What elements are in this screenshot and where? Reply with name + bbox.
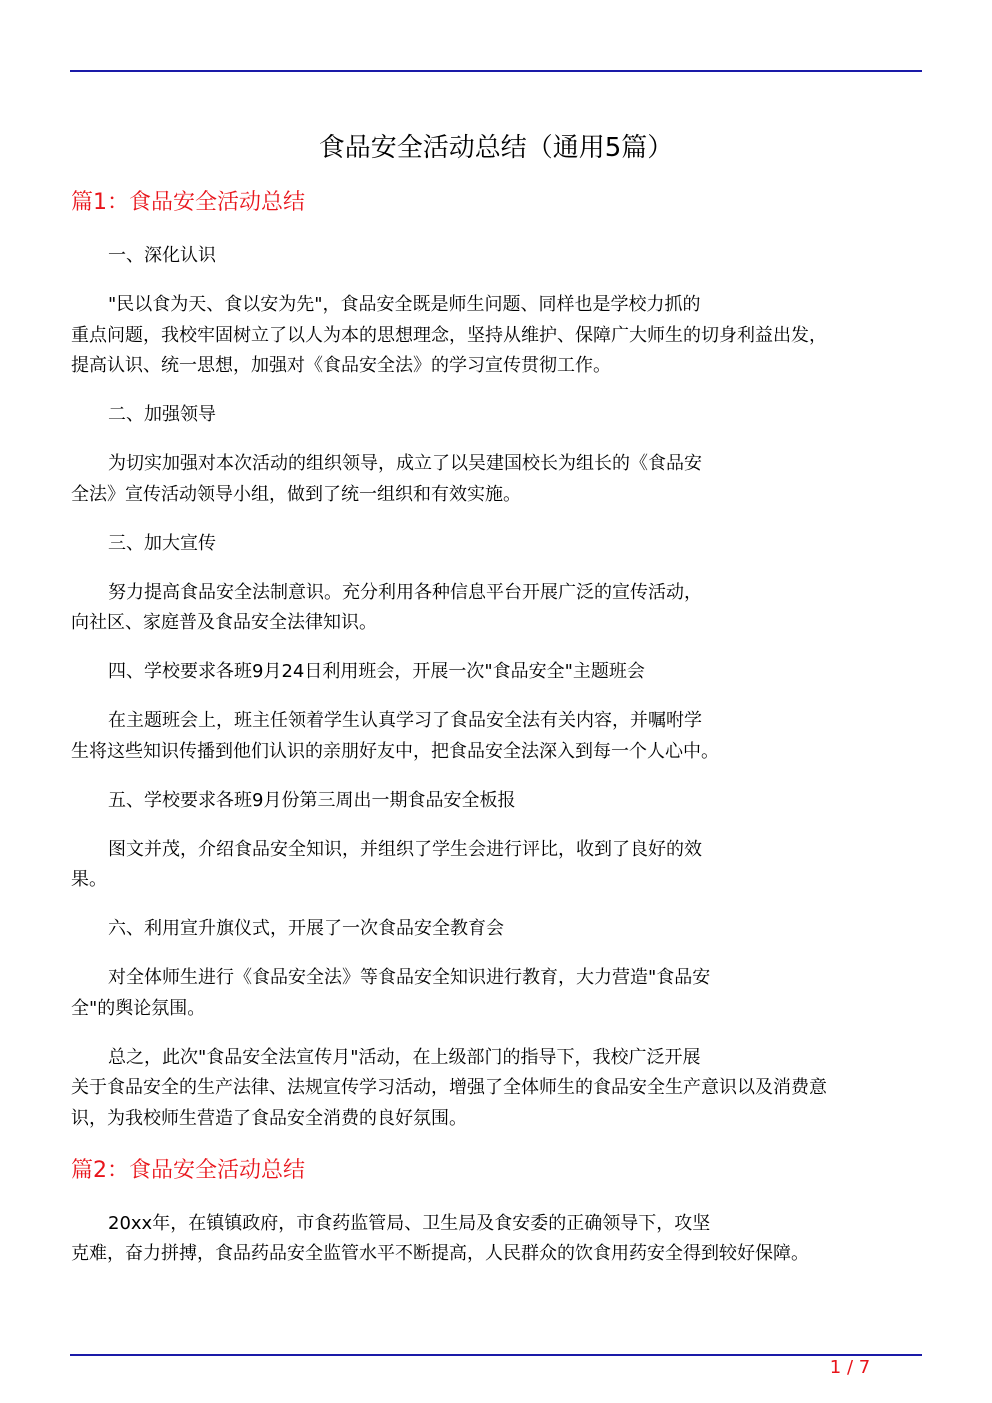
subheading: 一、深化认识 bbox=[108, 245, 216, 266]
text-line: 重点问题，我校牢固树立了以人为本的思想理念，坚持从维护、保障广大师生的切身利益出发， bbox=[71, 324, 827, 346]
text-line: "民以食为天、食以安为先"，食品安全既是师生问题、同样也是学校力抓的 bbox=[108, 294, 701, 315]
text-line: 20xx年，在镇镇政府，市食药监管局、卫生局及食安委的正确领导下，攻坚 bbox=[108, 1212, 711, 1234]
text-line: 图文并茂，介绍食品安全知识，并组织了学生会进行评比，收到了良好的效 bbox=[108, 838, 702, 860]
paragraph bbox=[71, 706, 921, 767]
text-line: 为切实加强对本次活动的组织领导，成立了以吴建国校长为组长的《食品安 bbox=[108, 453, 702, 474]
text-line: 识，为我校师生营造了食品安全消费的良好氛围。 bbox=[71, 1107, 467, 1129]
header-rule bbox=[70, 70, 922, 72]
text-line: 在主题班会上，班主任领着学生认真学习了食品安全法有关内容，并嘱咐学 bbox=[108, 710, 702, 731]
subheading: 二、加强领导 bbox=[108, 404, 216, 425]
paragraph bbox=[71, 835, 921, 896]
text-line: 对全体师生进行《食品安全法》等食品安全知识进行教育，大力营造"食品安 bbox=[108, 967, 711, 988]
text-line: 克难，奋力拼搏，食品药品安全监管水平不断提高，人民群众的饮食用药安全得到较好保障。 bbox=[71, 1243, 809, 1264]
paragraph bbox=[71, 449, 921, 510]
paragraph bbox=[71, 290, 921, 382]
text-line: 果。 bbox=[71, 869, 107, 890]
section-heading: 篇2：食品安全活动总结 bbox=[71, 1157, 305, 1183]
document-body bbox=[71, 185, 921, 1288]
paragraph bbox=[71, 1043, 921, 1135]
subheading: 五、学校要求各班9月份第三周出一期食品安全板报 bbox=[108, 789, 516, 811]
document-title: 食品安全活动总结（通用5篇） bbox=[318, 133, 674, 163]
section-heading: 篇1：食品安全活动总结 bbox=[71, 190, 305, 215]
text-line: 关于食品安全的生产法律、法规宣传学习活动，增强了全体师生的食品安全生产意识以及消费意 bbox=[71, 1077, 827, 1098]
text-line: 总之，此次"食品安全法宣传月"活动，在上级部门的指导下，我校广泛开展 bbox=[108, 1046, 701, 1068]
paragraph bbox=[71, 1209, 921, 1270]
text-line: 提高认识、统一思想，加强对《食品安全法》的学习宣传贯彻工作。 bbox=[71, 355, 611, 376]
paragraph bbox=[71, 578, 921, 639]
subheading: 六、利用宣升旗仪式，开展了一次食品安全教育会 bbox=[108, 918, 504, 939]
text-line: 全"的舆论氛围。 bbox=[71, 997, 206, 1019]
footer-rule bbox=[70, 1354, 922, 1356]
text-line: 全法》宣传活动领导小组，做到了统一组织和有效实施。 bbox=[71, 483, 521, 505]
subheading: 四、学校要求各班9月24日利用班会，开展一次"食品安全"主题班会 bbox=[108, 661, 645, 682]
subheading: 三、加大宣传 bbox=[108, 532, 216, 554]
page-number: 1 / 7 bbox=[829, 1357, 871, 1378]
text-line: 努力提高食品安全法制意识。充分利用各种信息平台开展广泛的宣传活动， bbox=[108, 581, 702, 603]
text-line: 生将这些知识传播到他们认识的亲朋好友中，把食品安全法深入到每一个人心中。 bbox=[71, 740, 719, 762]
paragraph bbox=[71, 963, 921, 1024]
text-line: 向社区、家庭普及食品安全法律知识。 bbox=[71, 612, 377, 633]
